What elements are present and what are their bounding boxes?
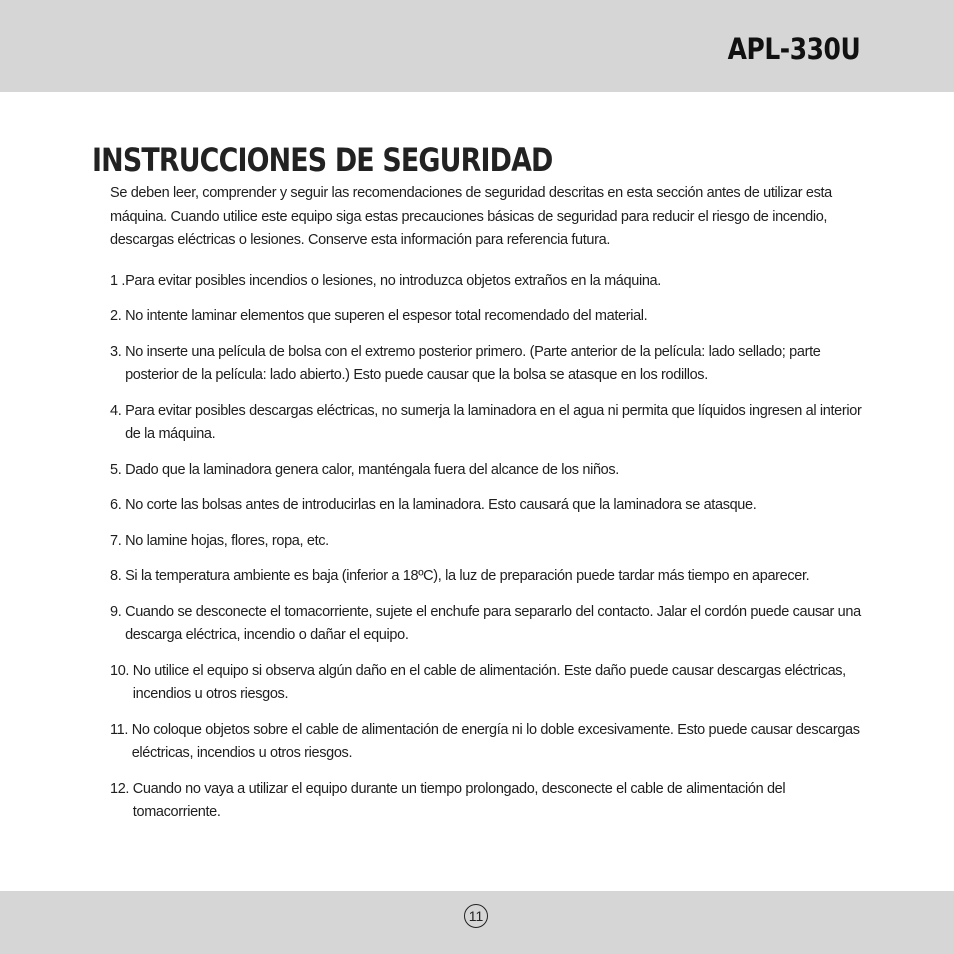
instruction-item xyxy=(110,494,870,518)
instruction-number: 10. xyxy=(110,662,133,679)
instruction-item xyxy=(110,400,870,447)
safety-instructions-list xyxy=(110,270,870,825)
instruction-number: 7. xyxy=(110,532,126,549)
instruction-item xyxy=(110,270,870,294)
instruction-text: No corte las bolsas antes de introducirlas en la laminadora. Esto causará que la laminadora se atasque. xyxy=(125,497,757,513)
instruction-number: 1 . xyxy=(110,272,126,289)
instruction-number: 11. xyxy=(110,721,132,738)
instruction-text: Para evitar posibles descargas eléctricas, no sumerja la laminadora en el agua ni permita que líquidos ingresen al interior de la máquina. xyxy=(125,402,862,442)
intro-paragraph: Se deben leer, comprender y seguir las recomendaciones de seguridad descritas en esta sección antes de utilizar esta máquina. Cuando utilice este equipo siga estas precauciones básicas de seguridad para reducir el riesgo de incendio, descargas eléctricas o lesiones. Conserve esta información para referencia futura. xyxy=(110,185,832,248)
instruction-item xyxy=(110,660,870,707)
instruction-text: No lamine hojas, flores, ropa, etc. xyxy=(125,532,329,549)
instruction-item xyxy=(110,601,870,648)
instruction-item xyxy=(110,565,870,589)
instruction-number: 5. xyxy=(110,461,126,478)
instruction-text: No intente laminar elementos que superen el espesor total recomendado del material. xyxy=(125,308,648,324)
model-code: APL-330U xyxy=(727,32,860,66)
safety-content xyxy=(110,182,870,837)
instruction-number: 2. xyxy=(110,308,126,324)
page-title: INSTRUCCIONES DE SEGURIDAD xyxy=(92,141,553,180)
page-number: 11 xyxy=(464,904,488,928)
instruction-number: 12. xyxy=(110,780,133,797)
instruction-number: 9. xyxy=(110,603,126,620)
instruction-text: No utilice el equipo si observa algún daño en el cable de alimentación. Este daño puede causar descargas eléctricas, incendios u otros riesgos. xyxy=(132,662,846,702)
instruction-item xyxy=(110,459,870,483)
instruction-text: Para evitar posibles incendios o lesiones, no introduzca objetos extraños en la máquina. xyxy=(125,272,661,289)
instruction-text: No inserte una película de bolsa con el extremo posterior primero. (Parte anterior de la película: lado sellado; parte posterior de la película: lado abierto.) Esto puede causar que la bolsa se atasque en los rodillos. xyxy=(125,343,821,383)
header-band xyxy=(0,0,954,92)
instruction-text: Si la temperatura ambiente es baja (inferior a 18ºC), la luz de preparación puede tardar más tiempo en aparecer. xyxy=(125,568,810,584)
instruction-item xyxy=(110,530,870,554)
instruction-item xyxy=(110,778,870,825)
instruction-item xyxy=(110,719,870,766)
instruction-number: 6. xyxy=(110,497,126,513)
instruction-text: Cuando no vaya a utilizar el equipo durante un tiempo prolongado, desconecte el cable de alimentación del tomacorriente. xyxy=(132,780,786,820)
instruction-item xyxy=(110,305,870,329)
instruction-text: Dado que la laminadora genera calor, manténgala fuera del alcance de los niños. xyxy=(125,461,619,478)
instruction-item xyxy=(110,341,870,388)
instruction-number: 8. xyxy=(110,568,126,584)
instruction-text: No coloque objetos sobre el cable de alimentación de energía ni lo doble excesivamente. Esto puede causar descargas eléctricas, incendios u otros riesgos. xyxy=(131,721,860,761)
instruction-text: Cuando se desconecte el tomacorriente, sujete el enchufe para separarlo del contacto. Jalar el cordón puede causar una descarga eléctrica, incendio o dañar el equipo. xyxy=(125,603,861,643)
instruction-number: 4. xyxy=(110,402,126,419)
instruction-number: 3. xyxy=(110,343,126,360)
